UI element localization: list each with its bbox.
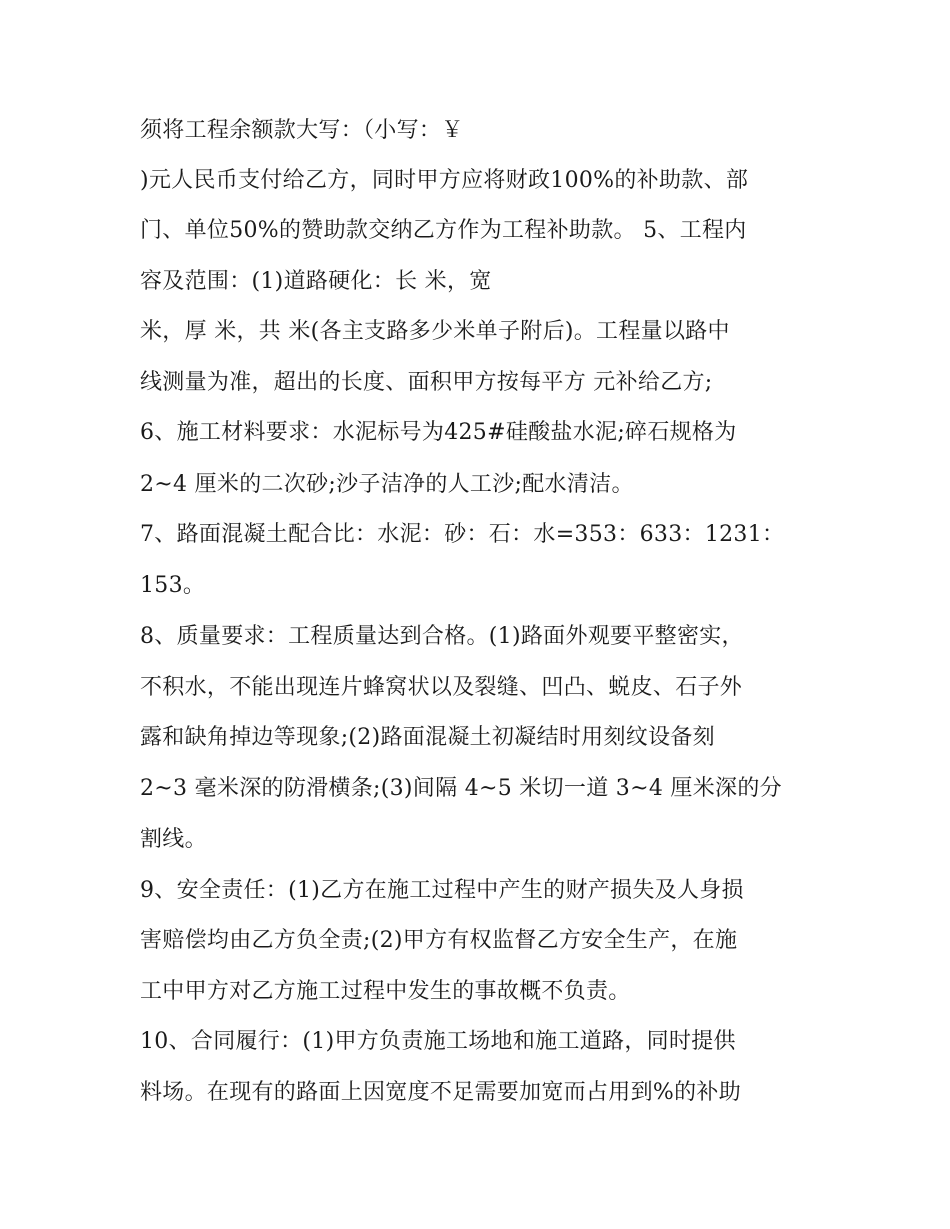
- text-line: 须将工程余额款大写：（小写：￥: [140, 118, 464, 143]
- text-line: 门、单位50%的赞助款交纳乙方作为工程补助款。 5、工程内: [140, 218, 747, 243]
- text-line: 米，厚 米，共 米(各主支路多少米单子附后)。工程量以路中: [140, 319, 730, 344]
- text-line: 露和缺角掉边等现象;(2)路面混凝土初凝结时用刻纹设备刻: [140, 725, 715, 750]
- text-line: 10、合同履行：(1)甲方负责施工场地和施工道路，同时提供: [140, 1029, 736, 1054]
- text-line: )元人民币支付给乙方，同时甲方应将财政100%的补助款、部: [140, 168, 749, 193]
- text-line: 工中甲方对乙方施工过程中发生的事故概不负责。: [140, 979, 631, 1004]
- text-line: 割线。: [140, 827, 207, 852]
- text-line: 2~3 毫米深的防滑横条;(3)间隔 4~5 米切一道 3~4 厘米深的分: [140, 776, 782, 801]
- text-line: 153。: [140, 573, 206, 598]
- text-line: 容及范围：(1)道路硬化：长 米，宽: [140, 269, 492, 294]
- text-line: 料场。在现有的路面上因宽度不足需要加宽而占用到%的补助: [140, 1080, 742, 1105]
- text-line: 线测量为准，超出的长度、面积甲方按每平方 元补给乙方;: [140, 370, 713, 395]
- text-line: 2~4 厘米的二次砂;沙子洁净的人工沙;配水清洁。: [140, 472, 634, 497]
- text-line: 6、施工材料要求：水泥标号为425#硅酸盐水泥;碎石规格为: [140, 420, 737, 445]
- text-line: 害赔偿均由乙方负全责;(2)甲方有权监督乙方安全生产，在施: [140, 928, 738, 953]
- text-line: 9、安全责任：(1)乙方在施工过程中产生的财产损失及人身损: [140, 878, 744, 903]
- text-line: 8、质量要求：工程质量达到合格。(1)路面外观要平整密实，: [140, 624, 744, 649]
- text-line: 不积水，不能出现连片蜂窝状以及裂缝、凹凸、蜕皮、石子外: [140, 675, 743, 700]
- text-line: 7、路面混凝土配合比：水泥：砂：石：水=353：633：1231：: [140, 522, 785, 547]
